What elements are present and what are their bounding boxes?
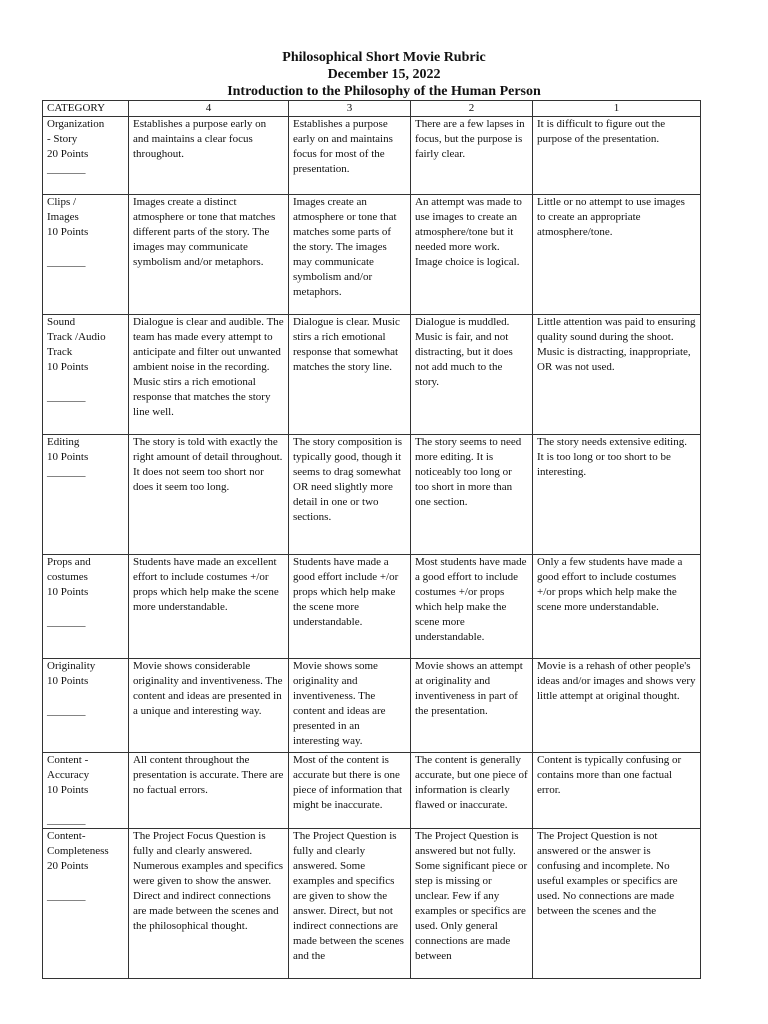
score-3-description bbox=[289, 315, 411, 435]
description-text: An attempt was made to use images to create an atmosphere/tone but it needed more work. Image choice is logical. bbox=[415, 196, 522, 268]
score-4-description bbox=[129, 555, 289, 659]
description-text: Movie is a rehash of other people's ideas and/or images and shows very little attempt at original thought. bbox=[537, 660, 696, 702]
rubric-body bbox=[43, 117, 701, 979]
description-text: Establishes a purpose early on and maintains focus for most of the presentation. bbox=[293, 118, 393, 175]
course-title: Introduction to the Philosophy of the Human Person bbox=[227, 84, 541, 99]
category-label: - Story bbox=[47, 133, 78, 145]
score-4-description bbox=[129, 659, 289, 753]
score-2-description bbox=[411, 315, 533, 435]
description-text: The content is generally accurate, but one piece of information is clearly flawed or inaccurate. bbox=[415, 754, 528, 811]
score-3-description bbox=[289, 659, 411, 753]
description-text: The story is told with exactly the right amount of detail throughout. It does not seem too short nor does it seem too long. bbox=[133, 436, 283, 493]
category-label: 20 Points bbox=[47, 860, 89, 872]
category-label: Images bbox=[47, 211, 79, 223]
rubric-table bbox=[42, 100, 701, 979]
description-text: There are a few lapses in focus, but the purpose is fairly clear. bbox=[415, 118, 525, 160]
description-text: Dialogue is clear and audible. The team has made every attempt to anticipate and filter out unwanted ambient noise in the recording. Music stirs a rich emotional response that matches the story line well. bbox=[133, 316, 284, 418]
rubric-header bbox=[0, 49, 768, 100]
score-blank: _______ bbox=[47, 256, 86, 268]
category-cell bbox=[43, 659, 129, 753]
score-2-description bbox=[411, 555, 533, 659]
score-3-description bbox=[289, 435, 411, 555]
column-header-1: 1 bbox=[533, 101, 701, 117]
description-text: Dialogue is muddled. Music is fair, and not distracting, but it does not add much to the story. bbox=[415, 316, 513, 388]
category-label: Track bbox=[47, 346, 73, 358]
score-2-description bbox=[411, 195, 533, 315]
score-2-description bbox=[411, 829, 533, 979]
category-label bbox=[47, 600, 124, 615]
category-cell bbox=[43, 195, 129, 315]
score-1-description bbox=[533, 195, 701, 315]
description-text: Dialogue is clear. Music stirs a rich emotional response that somewhat matches the story line. bbox=[293, 316, 400, 373]
description-text: Content is typically confusing or contains more than one factual error. bbox=[537, 754, 682, 796]
table-row-clips-images bbox=[43, 195, 701, 315]
category-cell bbox=[43, 753, 129, 829]
rubric-date: December 15, 2022 bbox=[327, 67, 441, 82]
category-label: 10 Points bbox=[47, 675, 89, 687]
table-row-content-accuracy bbox=[43, 753, 701, 829]
score-4-description bbox=[129, 435, 289, 555]
description-text: Students have made an excellent effort to include costumes +/or props which help make the scene more understandable. bbox=[133, 556, 279, 613]
description-text: The Project Focus Question is fully and clearly answered. Numerous examples and specifics were given to show the answer. Direct and indirect connections are made between the scenes and the philosophical thought. bbox=[133, 830, 283, 932]
score-1-description bbox=[533, 435, 701, 555]
category-label: 20 Points bbox=[47, 148, 89, 160]
table-row-originality bbox=[43, 659, 701, 753]
score-3-description bbox=[289, 829, 411, 979]
category-cell bbox=[43, 829, 129, 979]
category-label: 10 Points bbox=[47, 451, 89, 463]
score-blank: _______ bbox=[47, 391, 86, 403]
table-header-row bbox=[43, 101, 701, 117]
description-text: Most of the content is accurate but there is one piece of information that might be inaccurate. bbox=[293, 754, 403, 811]
category-label: 10 Points bbox=[47, 361, 89, 373]
column-header-category: CATEGORY bbox=[43, 101, 129, 117]
category-label: 10 Points bbox=[47, 586, 89, 598]
score-2-description bbox=[411, 117, 533, 195]
score-1-description bbox=[533, 659, 701, 753]
description-text: The Project Question is not answered or the answer is confusing and incomplete. No useful examples or specifics are used. No connections are made between the scenes and the bbox=[537, 830, 678, 917]
score-4-description bbox=[129, 117, 289, 195]
description-text: The story seems to need more editing. It is noticeably too long or too short in more than one section. bbox=[415, 436, 522, 508]
score-blank: _______ bbox=[47, 466, 86, 478]
category-cell bbox=[43, 117, 129, 195]
description-text: Movie shows some originality and inventiveness. The content and ideas are presented in an interesting way. bbox=[293, 660, 386, 747]
score-blank: _______ bbox=[47, 616, 86, 628]
category-label: Content - bbox=[47, 754, 89, 766]
category-label bbox=[47, 798, 124, 813]
score-1-description bbox=[533, 117, 701, 195]
score-3-description bbox=[289, 195, 411, 315]
category-label: Editing bbox=[47, 436, 80, 448]
column-header-3: 3 bbox=[289, 101, 411, 117]
description-text: Images create a distinct atmosphere or tone that matches different parts of the story. The images may communicate symbolism and/or metaphors. bbox=[133, 196, 276, 268]
description-text: Students have made a good effort include +/or props which help make the scene more understandable. bbox=[293, 556, 399, 628]
description-text: Little attention was paid to ensuring quality sound during the shoot. Music is distracting, inappropriate, OR was not used. bbox=[537, 316, 696, 373]
score-4-description bbox=[129, 829, 289, 979]
description-text: Movie shows an attempt at originality and inventiveness in part of the presentation. bbox=[415, 660, 523, 717]
category-label bbox=[47, 240, 124, 255]
description-text: The Project Question is answered but not fully. Some significant piece or step is missing or unclear. Few if any examples or specifics are used. Only general connections are made between bbox=[415, 830, 528, 962]
score-blank: _______ bbox=[47, 890, 86, 902]
category-label bbox=[47, 689, 124, 704]
category-label: Originality bbox=[47, 660, 96, 672]
category-label: 10 Points bbox=[47, 226, 89, 238]
description-text: Little or no attempt to use images to create an appropriate atmosphere/tone. bbox=[537, 196, 685, 238]
score-1-description bbox=[533, 555, 701, 659]
description-text: It is difficult to figure out the purpose of the presentation. bbox=[537, 118, 666, 145]
table-row-content-completeness bbox=[43, 829, 701, 979]
category-label: Track /Audio bbox=[47, 331, 106, 343]
category-label: Props and bbox=[47, 556, 91, 568]
score-2-description bbox=[411, 435, 533, 555]
category-label: Organization bbox=[47, 118, 105, 130]
table-row-sound-track bbox=[43, 315, 701, 435]
score-blank: _______ bbox=[47, 814, 86, 826]
description-text: The story composition is typically good, though it seems to drag somewhat OR need slightly more detail in one or two sections. bbox=[293, 436, 403, 523]
description-text: Most students have made a good effort to include costumes +/or props which help make the scene more understandable. bbox=[415, 556, 527, 643]
category-cell bbox=[43, 315, 129, 435]
score-4-description bbox=[129, 753, 289, 829]
score-3-description bbox=[289, 117, 411, 195]
description-text: Establishes a purpose early on and maintains a clear focus throughout. bbox=[133, 118, 267, 160]
description-text: The Project Question is fully and clearly answered. Some examples and specifics are given to show the answer. Direct, but not indirect connections are made between the scenes and the bbox=[293, 830, 404, 962]
score-blank: _______ bbox=[47, 705, 86, 717]
table-row-props-costumes bbox=[43, 555, 701, 659]
description-text: All content throughout the presentation is accurate. There are no factual errors. bbox=[133, 754, 284, 796]
score-1-description bbox=[533, 315, 701, 435]
category-label: 10 Points bbox=[47, 784, 89, 796]
category-label: Content- bbox=[47, 830, 86, 842]
category-cell bbox=[43, 555, 129, 659]
description-text: Only a few students have made a good effort to include costumes +/or props which help make the scene more understandable. bbox=[537, 556, 683, 613]
category-label: costumes bbox=[47, 571, 88, 583]
description-text: Movie shows considerable originality and inventiveness. The content and ideas are presented in a unique and interesting way. bbox=[133, 660, 283, 717]
category-label: Accuracy bbox=[47, 769, 90, 781]
description-text: The story needs extensive editing. It is too long or too short to be interesting. bbox=[537, 436, 687, 478]
score-1-description bbox=[533, 829, 701, 979]
category-label: Clips / bbox=[47, 196, 77, 208]
column-header-2: 2 bbox=[411, 101, 533, 117]
score-2-description bbox=[411, 659, 533, 753]
column-header-4: 4 bbox=[129, 101, 289, 117]
score-3-description bbox=[289, 753, 411, 829]
rubric-title: Philosophical Short Movie Rubric bbox=[282, 50, 486, 65]
category-label bbox=[47, 375, 124, 390]
description-text: Images create an atmosphere or tone that matches some parts of the story. The images may communicate symbolism and/or metaphors. bbox=[293, 196, 397, 298]
table-row-editing bbox=[43, 435, 701, 555]
score-4-description bbox=[129, 195, 289, 315]
category-label: Completeness bbox=[47, 845, 109, 857]
category-cell bbox=[43, 435, 129, 555]
table-row-organization-story bbox=[43, 117, 701, 195]
category-label bbox=[47, 874, 124, 889]
score-3-description bbox=[289, 555, 411, 659]
score-4-description bbox=[129, 315, 289, 435]
score-blank: _______ bbox=[47, 163, 86, 175]
category-label: Sound bbox=[47, 316, 76, 328]
score-1-description bbox=[533, 753, 701, 829]
score-2-description bbox=[411, 753, 533, 829]
